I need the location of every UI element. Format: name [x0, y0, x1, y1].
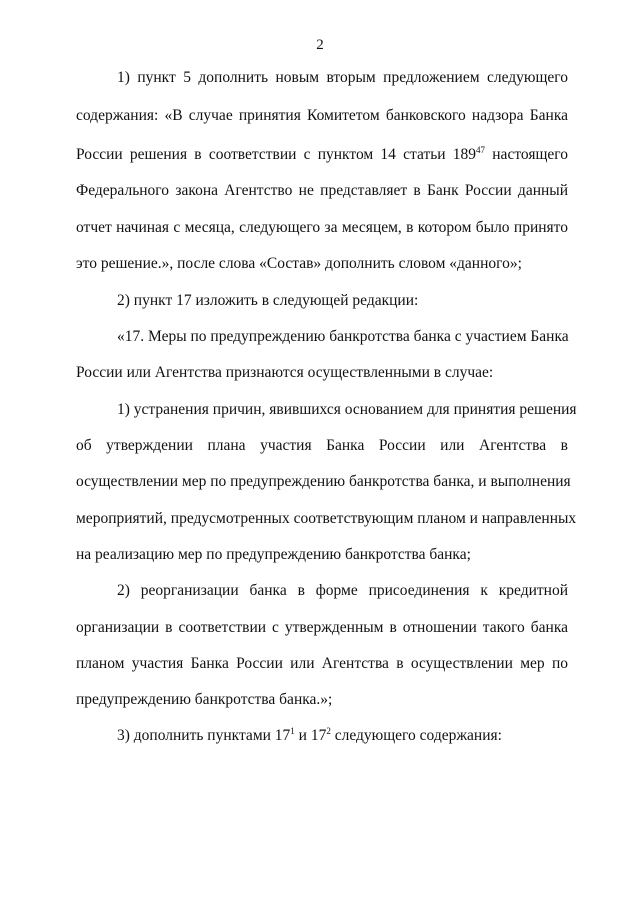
text-line: 2) пункт 17 изложить в следующей редакции: — [117, 292, 419, 309]
text-line: предупреждению банкротства банка.»; — [76, 691, 333, 708]
text-fragment: 3) дополнить пунктами 17 — [117, 727, 291, 744]
text-line: это решение.», после слова «Состав» дополнить словом «данного»; — [76, 255, 522, 272]
text-line: содержания: «В случае принятия Комитетом банковского надзора Банка — [76, 107, 568, 124]
text-line: об утверждении плана участия Банка России или Агентства в — [76, 437, 568, 454]
text-line: организации в соответствии с утвержденным в отношении такого банка — [76, 619, 568, 636]
text-line: на реализацию мер по предупреждению банкротства банка; — [76, 546, 471, 563]
superscript: 1 — [290, 726, 295, 736]
text-line — [76, 145, 568, 165]
text-fragment: настоящего — [492, 146, 569, 163]
text-fragment: России решения в соответствии с пунктом 14 статьи 189 — [76, 146, 477, 163]
text-line: планом участия Банка России или Агентства в осуществлении мер по — [76, 655, 568, 672]
text-line — [117, 726, 568, 746]
text-line: 1) пункт 5 дополнить новым вторым предложением следующего — [117, 69, 568, 86]
text-line: мероприятий, предусмотренных соответствующим планом и направленных — [76, 510, 577, 527]
text-line: осуществлении мер по предупреждению банкротства банка, и выполнения — [76, 473, 571, 490]
text-fragment: следующего содержания: — [334, 727, 502, 744]
text-fragment: и 17 — [298, 727, 327, 744]
text-line: 2) реорганизации банка в форме присоединения к кредитной — [117, 582, 568, 599]
text-line: отчет начиная с месяца, следующего за месяцем, в котором было принято — [76, 219, 568, 236]
text-line: 1) устранения причин, явившихся основанием для принятия решения — [117, 401, 577, 418]
text-line: «17. Меры по предупреждению банкротства банка с участием Банка — [117, 328, 569, 345]
superscript: 47 — [476, 145, 486, 155]
superscript: 2 — [326, 726, 331, 736]
page-number: 2 — [316, 37, 324, 53]
text-line: Федерального закона Агентство не представляет в Банк России данный — [76, 182, 568, 199]
text-line: России или Агентства признаются осуществленными в случае: — [76, 364, 494, 381]
